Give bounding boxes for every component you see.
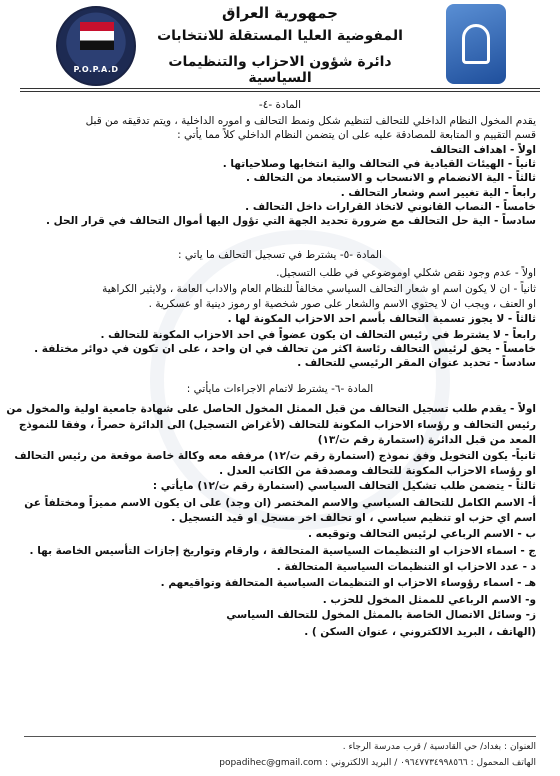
text-line: خامساً - يحق لرئيس التحالف رئاسة اكثر من تحالف في ان واحد ، على ان تكون في دوائر مختلفة . [34,343,536,355]
article-heading: المادة -٥- يشترط في تسجيل التحالف ما ياتي : [178,249,382,261]
text-line: ز- وسائل الاتصال الخاصة بالممثل المخول للتحالف السياسي [226,609,536,621]
text-line: سادساً - الية حل التحالف مع ضرورة تحديد الجهة التي تؤول اليها أموال التحالف في قرار الحل . [46,215,536,227]
header-country: جمهورية العراق [222,4,338,22]
header-commission: المفوضية العليا المستقلة للانتخابات [157,28,403,44]
text-line: اولاً - عدم وجود نقص شكلي اوموضوعي في طلب التسجيل. [276,267,536,279]
text-line: اولاً - اهداف التحالف [430,144,536,156]
text-line: رابعاً - لا يشترط في رئيس التحالف ان يكون عضواً في احد الاحزاب المكونة للتحالف . [100,329,536,341]
text-line: ثانياً - الهيئات القيادية في التحالف والية انتخابها وصلاحياتها . [222,158,536,170]
popad-logo [56,6,136,86]
article-heading: المادة -٦- يشترط لاتمام الاجراءات مايأتي : [186,383,374,395]
iraq-flag-icon [80,22,114,50]
text-line: قسم التقييم و المتابعة للمصادقة عليه على ان يتضمن النظام الداخلي كلاً مما يأتي : [177,129,536,141]
text-line: و- الاسم الرباعي للممثل المخول للحزب . [322,594,536,606]
letterhead [0,0,560,92]
text-line: د - عدد الاحزاب او التنظيمات السياسية المتحالفة . [276,561,536,573]
text-line: ثانياً - ان لا يكون اسم او شعار التحالف السياسي مخالفاً للنظام العام والاداب العامة ، ولايثير الكراهية [102,283,536,295]
text-line: المعد من قبل الدائرة (استمارة رقم ت/١٣) [317,434,536,446]
text-line: ثالثاً - يتضمن طلب تشكيل التحالف السياسي (استمارة رقم ت/١٢) مايأتي : [152,480,536,492]
footer-address: العنوان : بغداد/ حي القادسية / قرب مدرسة الرجاء . [342,742,536,752]
footer-rule [24,736,536,737]
footer-contact: الهاتف المحمول : ٠٩٦٤٧٧٣٤٩٩٨٥٦٦ / البريد الالكتروني : popadihec@gmail.com [219,758,536,768]
text-line: رابعاً - الية تغيير اسم وشعار التحالف . [340,187,536,199]
text-line: هـ - اسماء رؤوساء الاحزاب او التنظيمات السياسية المتحالفة وتواقيعهم . [160,577,536,589]
text-line: ثانياً- يكون التخويل وفق نموذج (استمارة رقم ت/١٢) مرفقه معه وكالة خاصة موقعة من رئيس التحالف [14,450,536,462]
text-line: ثالثاً - الية الانضمام و الانسحاب و الاستبعاد من التحالف . [245,172,536,184]
text-line: اولاً - يقدم طلب تسجيل التحالف من قبل الممثل المخول الحاصل على شهادة جامعية اولية والمخول من [6,403,536,415]
text-line: سادساً - تحديد عنوان المقر الرئيسي للتحالف . [297,357,536,369]
header-rule-secondary [20,91,540,92]
article-heading: المادة -٤- [258,99,302,111]
header-rule [20,88,540,89]
text-line: يقدم المخول النظام الداخلي للتحالف لتنظيم شكل ونمط التحالف و اموره الداخلية ، ويتم تدقيقه من قبل [85,115,536,127]
text-line: اسم اي حزب او تنظيم سياسي ، او تحالف اخر مسجل او قيد التسجيل . [171,512,536,524]
header-department: دائرة شؤون الاحزاب والتنظيمات السياسية [168,54,392,86]
logo-abbreviation: P.O.P.A.D [73,65,119,74]
ballot-mark-icon [462,24,490,64]
text-line: او رؤساء الاحزاب المكونة للتحالف ومصدقة من الكاتب العدل . [219,465,536,477]
text-line: رئيس التحالف و رؤساء الاحزاب المكونة للتحالف (لأغراض التسجيل) الى الدائرة حصراً ، وفقا للنموذج [18,419,536,431]
text-line: أ- الاسم الكامل للتحالف السياسي والاسم المختصر (ان وجد) على ان يكون الاسم مميزاً ومختلفاً عن [24,497,536,509]
text-line: خامساً - النصاب القانوني لاتخاذ القرارات داخل التحالف . [245,201,536,213]
text-line: ثالثاً - لا يجوز تسمية التحالف بأسم احد الاحزاب المكونة لها . [227,313,536,325]
text-line: ج - اسماء الاحزاب او التنظيمات السياسية المتحالفة ، وارقام وتواريخ إجازات التأسيس الخاصة بها . [29,545,536,557]
page-footer [24,736,536,776]
ihec-logo [446,4,506,84]
text-line: او العنف ، ويجب ان لا يحتوي الاسم والشعار على صور شخصية او رموز دينية او عسكرية . [148,298,536,310]
text-line: (الهاتف ، البريد الالكتروني ، عنوان السكن ) . [304,626,536,638]
text-line: ب - الاسم الرباعي لرئيس التحالف وتوقيعه . [307,528,536,540]
